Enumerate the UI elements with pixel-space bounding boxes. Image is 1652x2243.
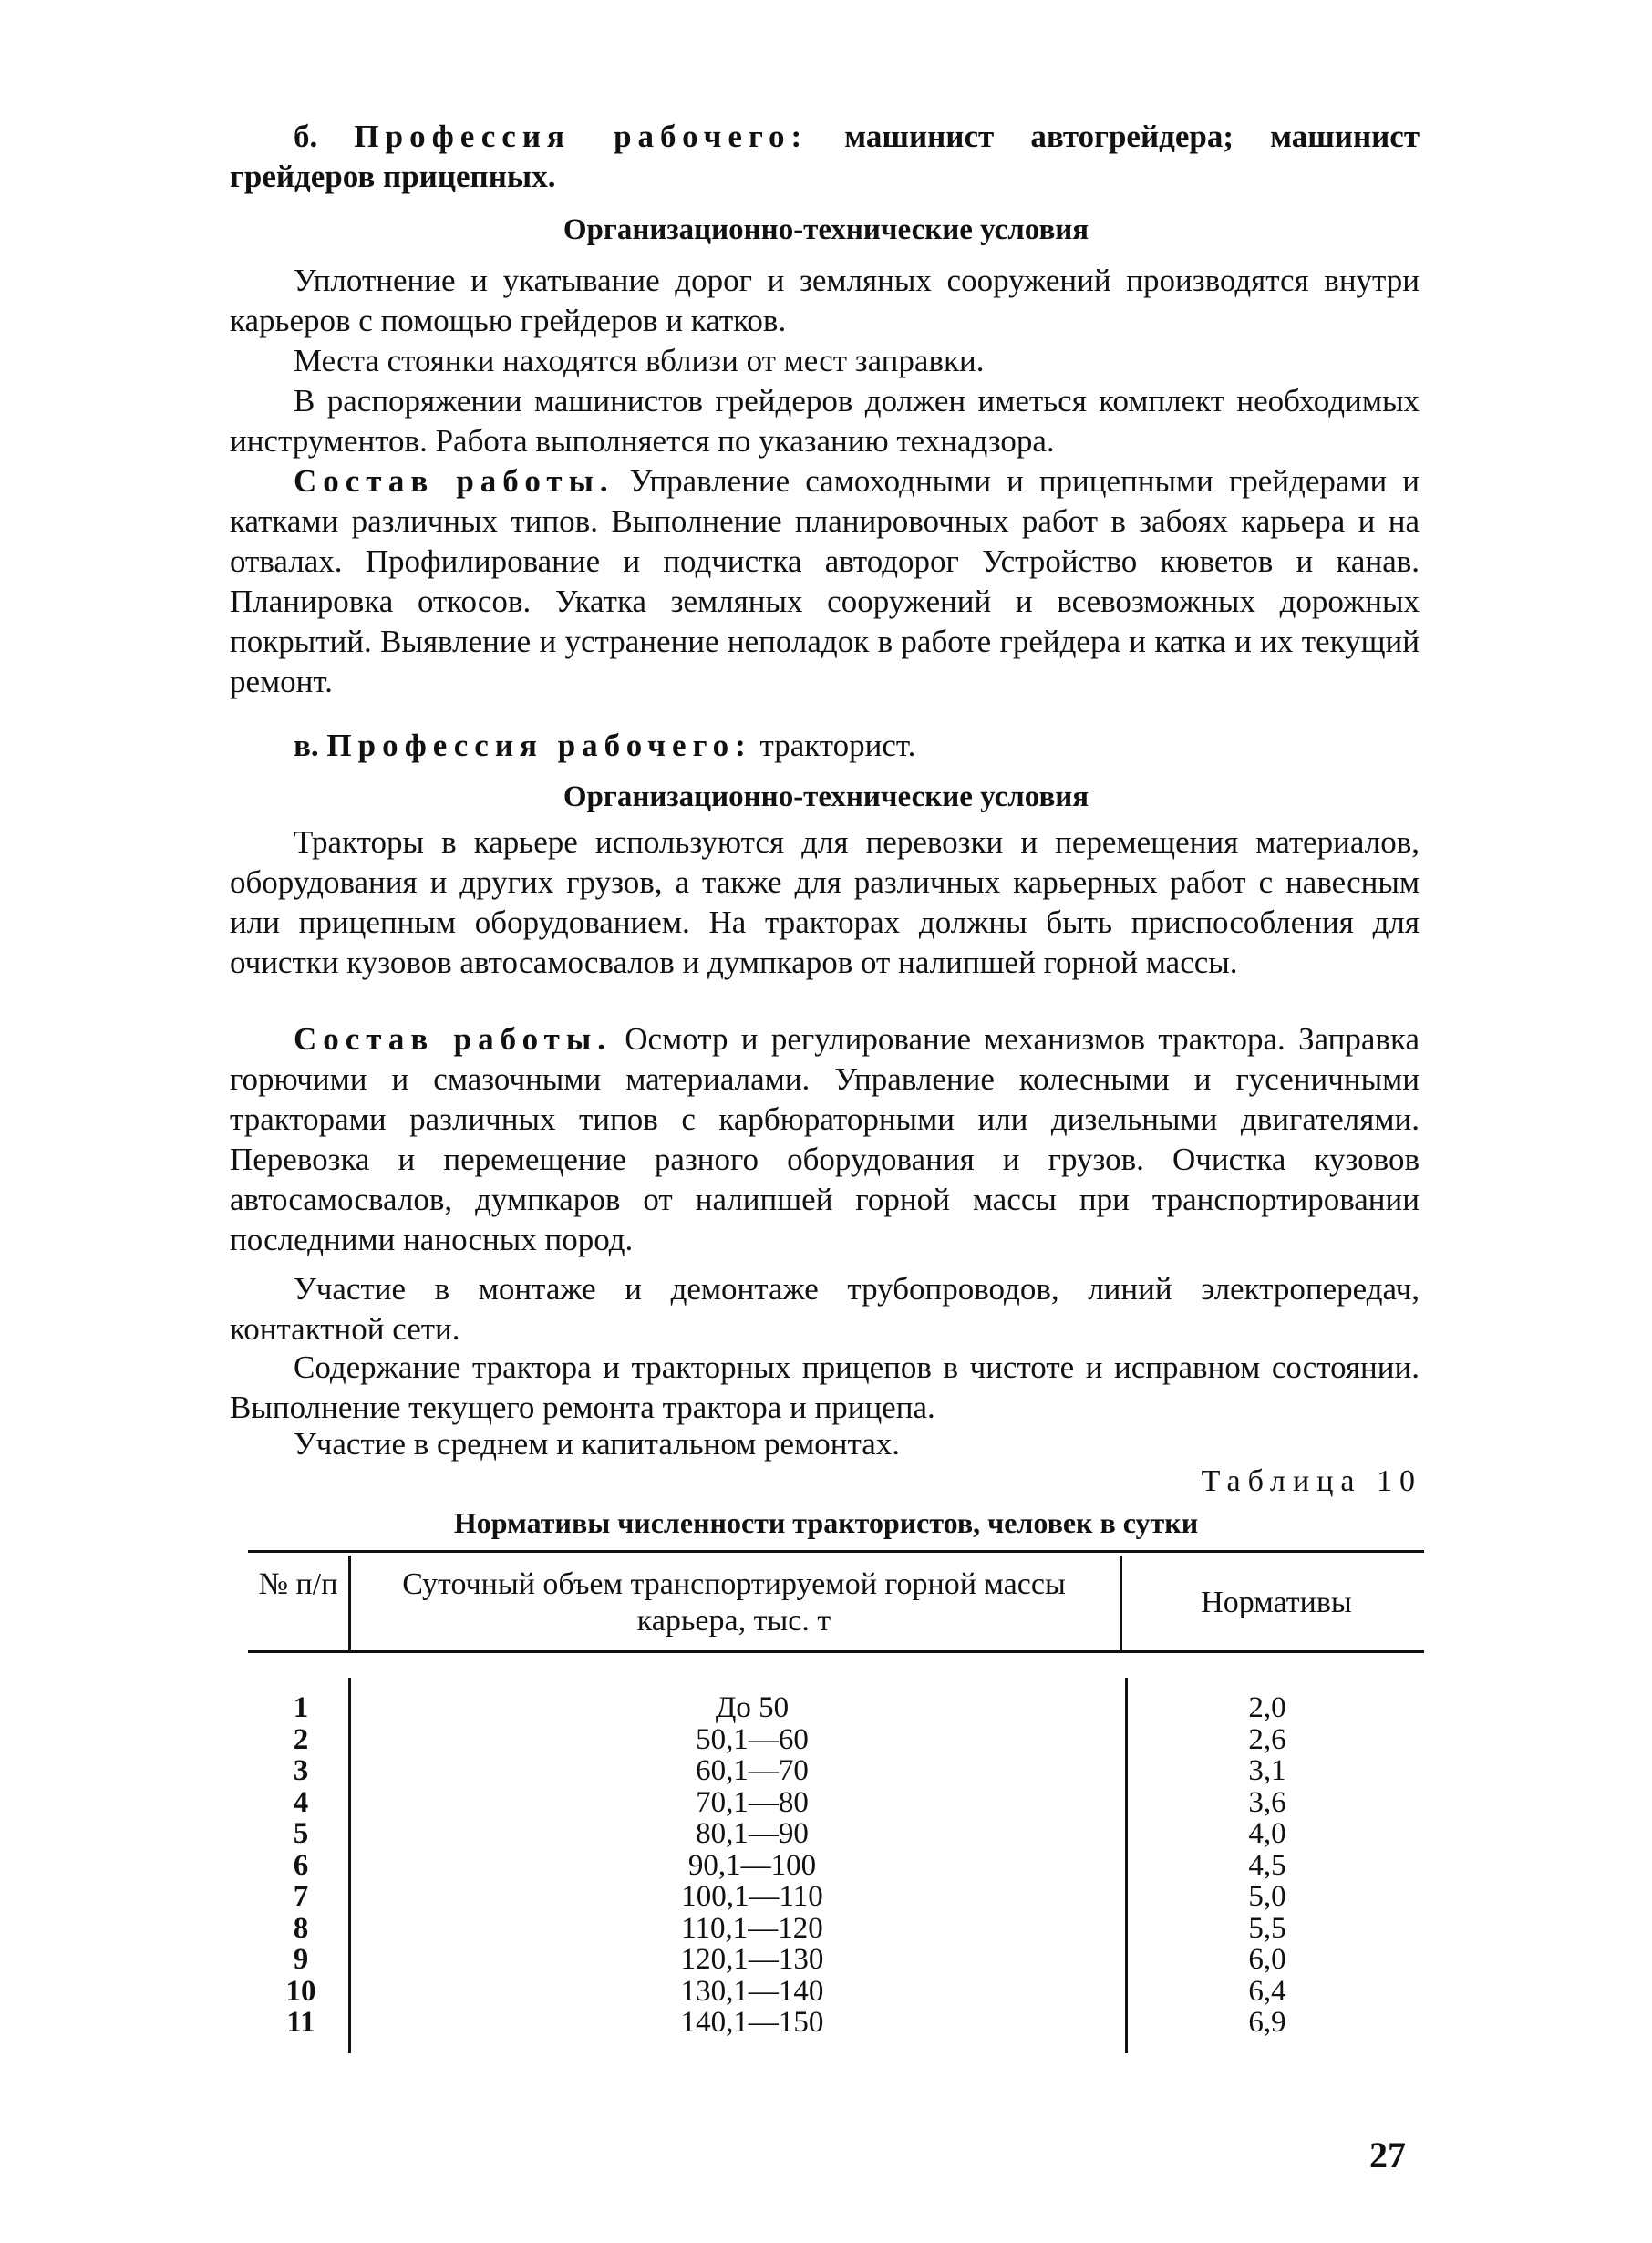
table-row-1-volume: До 50	[715, 1691, 790, 1724]
section-v-paragraph-2: Участие в монтаже и демонтаже трубопроводов, линий электропередач, контактной сети.	[230, 1271, 1420, 1347]
table-row-11-volume: 140,1—150	[680, 2006, 824, 2039]
table-body-divider-1	[348, 1678, 351, 2053]
table-row-2-num: 2	[293, 1722, 309, 1756]
table-row-9-volume: 120,1—130	[680, 1943, 824, 1976]
table-row-3-norm: 3,1	[1248, 1754, 1286, 1787]
section-b-work-label: Состав работы.	[294, 463, 614, 499]
section-v-heading	[230, 726, 1420, 766]
table-caption: Таблица 10	[1201, 1464, 1422, 1498]
table-row-7-volume: 100,1—110	[681, 1880, 823, 1913]
section-v-label: в.	[294, 728, 319, 763]
table-row-1-num: 1	[293, 1691, 309, 1724]
section-v-work-text: Осмотр и регулирование механизмов трактора. Заправка горючими и смазочными материалами. Управление колесными и гусеничными тракторами различных типов с карбюраторными или дизельными двигателями. Перевозка и перемещение разного оборудования и грузов. Очистка кузовов автосамосвалов, думпкаров от налипшей горной массы при транспортировании последними наносных пород.	[230, 1021, 1420, 1257]
table-header-divider-2	[1120, 1556, 1122, 1650]
table-row-6-num: 6	[293, 1848, 309, 1882]
table-row-9-norm: 6,0	[1248, 1943, 1286, 1976]
table-row-3-volume: 60,1—70	[696, 1754, 809, 1787]
table-header-rule	[248, 1650, 1424, 1653]
section-v-paragraph-1: Тракторы в карьере используются для перевозки и перемещения материалов, оборудования и других грузов, а также для различных карьерных работ с навесным или прицепным оборудованием. На тракторах должны быть приспособления для очистки кузовов автосамосвалов и думпкаров от налипшей горной массы.	[230, 824, 1420, 980]
section-v-profession-label: Профессия рабочего:	[326, 728, 752, 763]
table-header-norm: Нормативы	[1201, 1586, 1352, 1619]
table-row-10-volume: 130,1—140	[680, 1974, 824, 2008]
section-v-profession-text: тракторист.	[759, 728, 916, 763]
section-b-profession-label: Профессия рабочего:	[354, 119, 809, 154]
section-b-org-heading: Организационно-технические условия	[563, 213, 1089, 246]
table-row-2-volume: 50,1—60	[696, 1722, 809, 1756]
table-row-4-num: 4	[293, 1785, 309, 1819]
table-row-3-num: 3	[293, 1754, 309, 1787]
table-row-5-norm: 4,0	[1248, 1817, 1286, 1850]
table-row-11-norm: 6,9	[1248, 2006, 1286, 2039]
table-row-11-num: 11	[286, 2006, 315, 2039]
table-column-volume	[583, 1692, 921, 2039]
section-b-heading	[230, 117, 1420, 197]
section-b-paragraph-2: Места стоянки находятся вблизи от мест заправки.	[294, 343, 985, 378]
table-header-divider-1	[348, 1556, 351, 1650]
section-v-work-paragraph	[230, 1019, 1420, 1260]
section-b-paragraph-3: В распоряжении машинистов грейдеров должен иметься комплект необходимых инструментов. Работа выполняется по указанию технадзора.	[230, 383, 1420, 459]
table-row-8-num: 8	[293, 1911, 309, 1945]
section-b-profession-text: машинист автогрейдера; машинист грейдеров прицепных.	[230, 119, 1420, 194]
table-row-2-norm: 2,6	[1248, 1722, 1286, 1756]
table-row-6-norm: 4,5	[1248, 1848, 1286, 1882]
table-row-5-volume: 80,1—90	[696, 1817, 809, 1850]
section-b-paragraph-1: Уплотнение и укатывание дорог и земляных сооружений производятся внутри карьеров с помощью грейдеров и катков.	[230, 263, 1420, 338]
table-row-10-num: 10	[285, 1974, 316, 2008]
section-v-org-heading: Организационно-технические условия	[563, 780, 1089, 813]
table-row-8-norm: 5,5	[1248, 1911, 1286, 1945]
table-row-4-volume: 70,1—80	[696, 1785, 809, 1819]
section-v-paragraph-4: Участие в среднем и капитальном ремонтах.	[294, 1426, 900, 1462]
section-b-work-text: Управление самоходными и прицепными грейдерами и катками различных типов. Выполнение планировочных работ в забоях карьера и на отвалах. Профилирование и подчистка автодорог Устройство кюветов и канав. Планировка откосов. Укатка земляных сооружений и всевозможных дорожных покрытий. Выявление и устранение неполадок в работе грейдера и катка и их текущий ремонт.	[230, 463, 1420, 699]
table-row-1-norm: 2,0	[1248, 1691, 1286, 1724]
table-row-5-num: 5	[293, 1817, 309, 1850]
section-b-label: б.	[294, 119, 318, 154]
section-b-work-paragraph	[230, 461, 1420, 702]
table-column-norm	[1194, 1692, 1340, 2039]
table-header-num: № п/п	[258, 1567, 338, 1601]
table-row-6-volume: 90,1—100	[687, 1848, 817, 1882]
table-row-7-num: 7	[293, 1880, 309, 1913]
page-number: 27	[1369, 2134, 1406, 2176]
table-title: Нормативы численности трактористов, человек в сутки	[453, 1506, 1199, 1539]
table-row-10-norm: 6,4	[1248, 1974, 1286, 2008]
table-body-divider-2	[1125, 1678, 1128, 2053]
section-v-work-label: Состав работы.	[294, 1021, 612, 1057]
table-row-7-norm: 5,0	[1248, 1880, 1286, 1913]
table-row-4-norm: 3,6	[1248, 1785, 1286, 1819]
section-v-paragraph-3: Содержание трактора и тракторных прицепов в чистоте и исправном состоянии. Выполнение текущего ремонта трактора и прицепа.	[230, 1349, 1420, 1425]
table-column-num	[266, 1692, 336, 2039]
table-row-8-volume: 110,1—120	[681, 1911, 823, 1945]
table-header-volume: Суточный объем транспортируемой горной массы карьера, тыс. т	[402, 1567, 1066, 1638]
table-top-rule	[248, 1550, 1424, 1553]
table-row-9-num: 9	[293, 1943, 309, 1976]
